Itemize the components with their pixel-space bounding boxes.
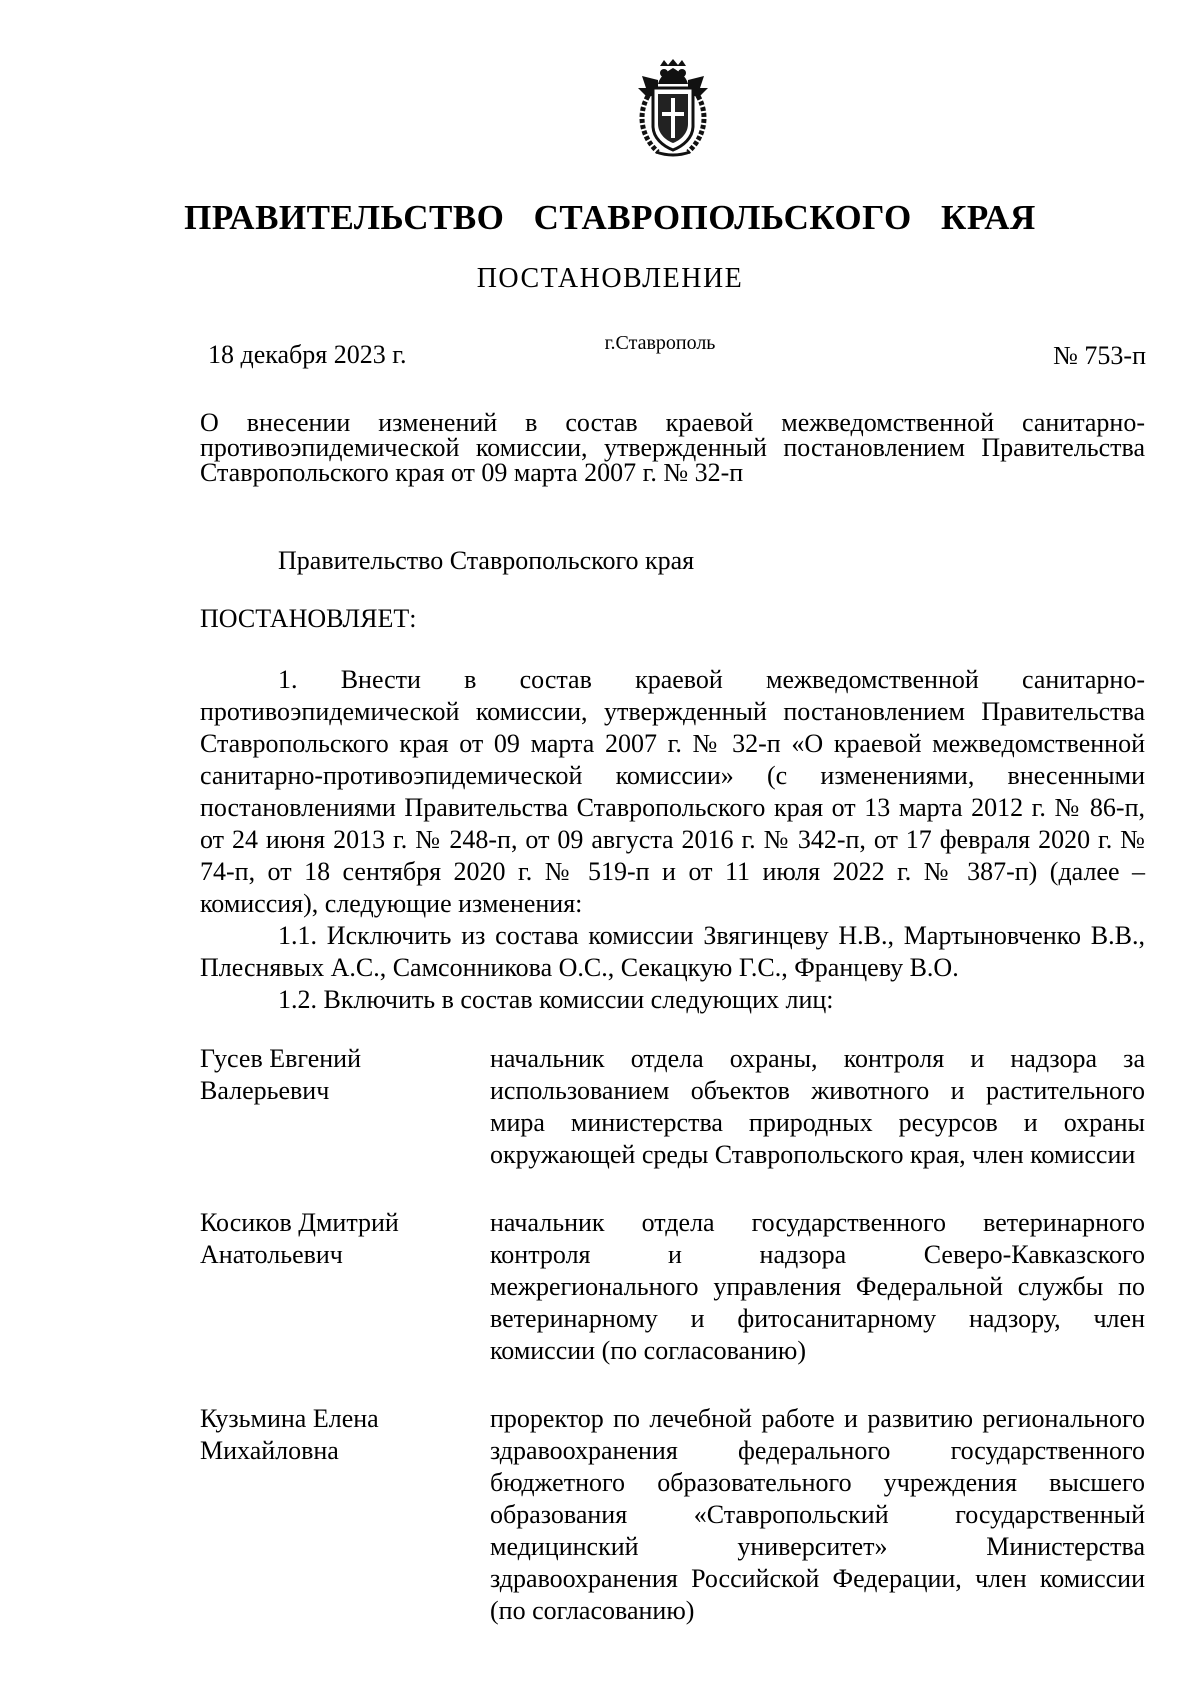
member-name <box>200 1043 490 1171</box>
member-row <box>200 1403 1145 1627</box>
document-type: ПОСТАНОВЛЕНИЕ <box>476 263 744 294</box>
member-row <box>200 1207 1145 1367</box>
member-description: начальник отдела государственного ветеринарного контроля и надзора Северо-Кавказского межрегионального управления Федеральной службы по ветеринарному и фитосанитарному надзору, член комиссии (по согласованию) <box>490 1208 1145 1365</box>
stavropol-coat-of-arms-icon <box>628 58 718 158</box>
decree-word: ПОСТАНОВЛЯЕТ: <box>200 604 417 633</box>
member-name-line: Михайловна <box>200 1436 339 1465</box>
member-name <box>200 1403 490 1627</box>
member-name-line: Кузьмина Елена <box>200 1404 379 1433</box>
member-name-line: Валерьевич <box>200 1076 330 1105</box>
member-name-line: Анатольевич <box>200 1240 343 1269</box>
paragraph-1: 1. Внести в состав краевой межведомственной санитарно-противоэпидемической комиссии, утвержденный постановлением Правительства Ставропольского края от 09 марта 2007 г. № 32-п «О краевой межведомственной санитарно-противоэпидемической комиссии» (с изменениями, внесенными постановлениями Правительства Ставропольского края от 13 марта 2012 г. № 86-п, от 24 июня 2013 г. № 248-п, от 09 августа 2016 г. № 342-п, от 17 февраля 2020 г. № 74-п, от 18 сентября 2020 г. № 519-п и от 11 июля 2022 г. № 387-п) (далее – комиссия), следующие изменения: <box>200 665 1145 918</box>
member-name-line: Гусев Евгений <box>200 1044 361 1073</box>
document-number: № 753-п <box>1053 341 1146 370</box>
member-description: начальник отдела охраны, контроля и надзора за использованием объектов животного и растительного мира министерства природных ресурсов и охраны окружающей среды Ставропольского края, член комиссии <box>490 1044 1145 1169</box>
document-city: г.Ставрополь <box>604 332 716 354</box>
members-list <box>200 1043 1145 1663</box>
member-name-line: Косиков Дмитрий <box>200 1208 399 1237</box>
member-name <box>200 1207 490 1367</box>
member-description: проректор по лечебной работе и развитию регионального здравоохранения федерального государственного бюджетного образовательного учреждения высшего образования «Ставропольский государственный медицинский университет» Министерства здравоохранения Российской Федерации, член комиссии (по согласованию) <box>490 1404 1145 1625</box>
document-date: 18 декабря 2023 г. <box>208 340 407 369</box>
paragraph-1-1: 1.1. Исключить из состава комиссии Звягинцеву Н.В., Мартыновченко В.В., Плеснявых А.С., Самсонникова О.С., Секацкую Г.С., Францеву В.О. <box>200 921 1145 982</box>
paragraph-1-2: 1.2. Включить в состав комиссии следующих лиц: <box>278 985 834 1014</box>
intro-text: Правительство Ставропольского края <box>278 546 695 575</box>
document-subject: О внесении изменений в состав краевой межведомственной санитарно-противоэпидемической комиссии, утвержденный постановлением Правительства Ставропольского края от 09 марта 2007 г. № 32-п <box>200 408 1145 487</box>
government-title: ПРАВИТЕЛЬСТВО СТАВРОПОЛЬСКОГО КРАЯ <box>184 198 1036 237</box>
document-body <box>200 664 1145 1016</box>
member-row <box>200 1043 1145 1171</box>
